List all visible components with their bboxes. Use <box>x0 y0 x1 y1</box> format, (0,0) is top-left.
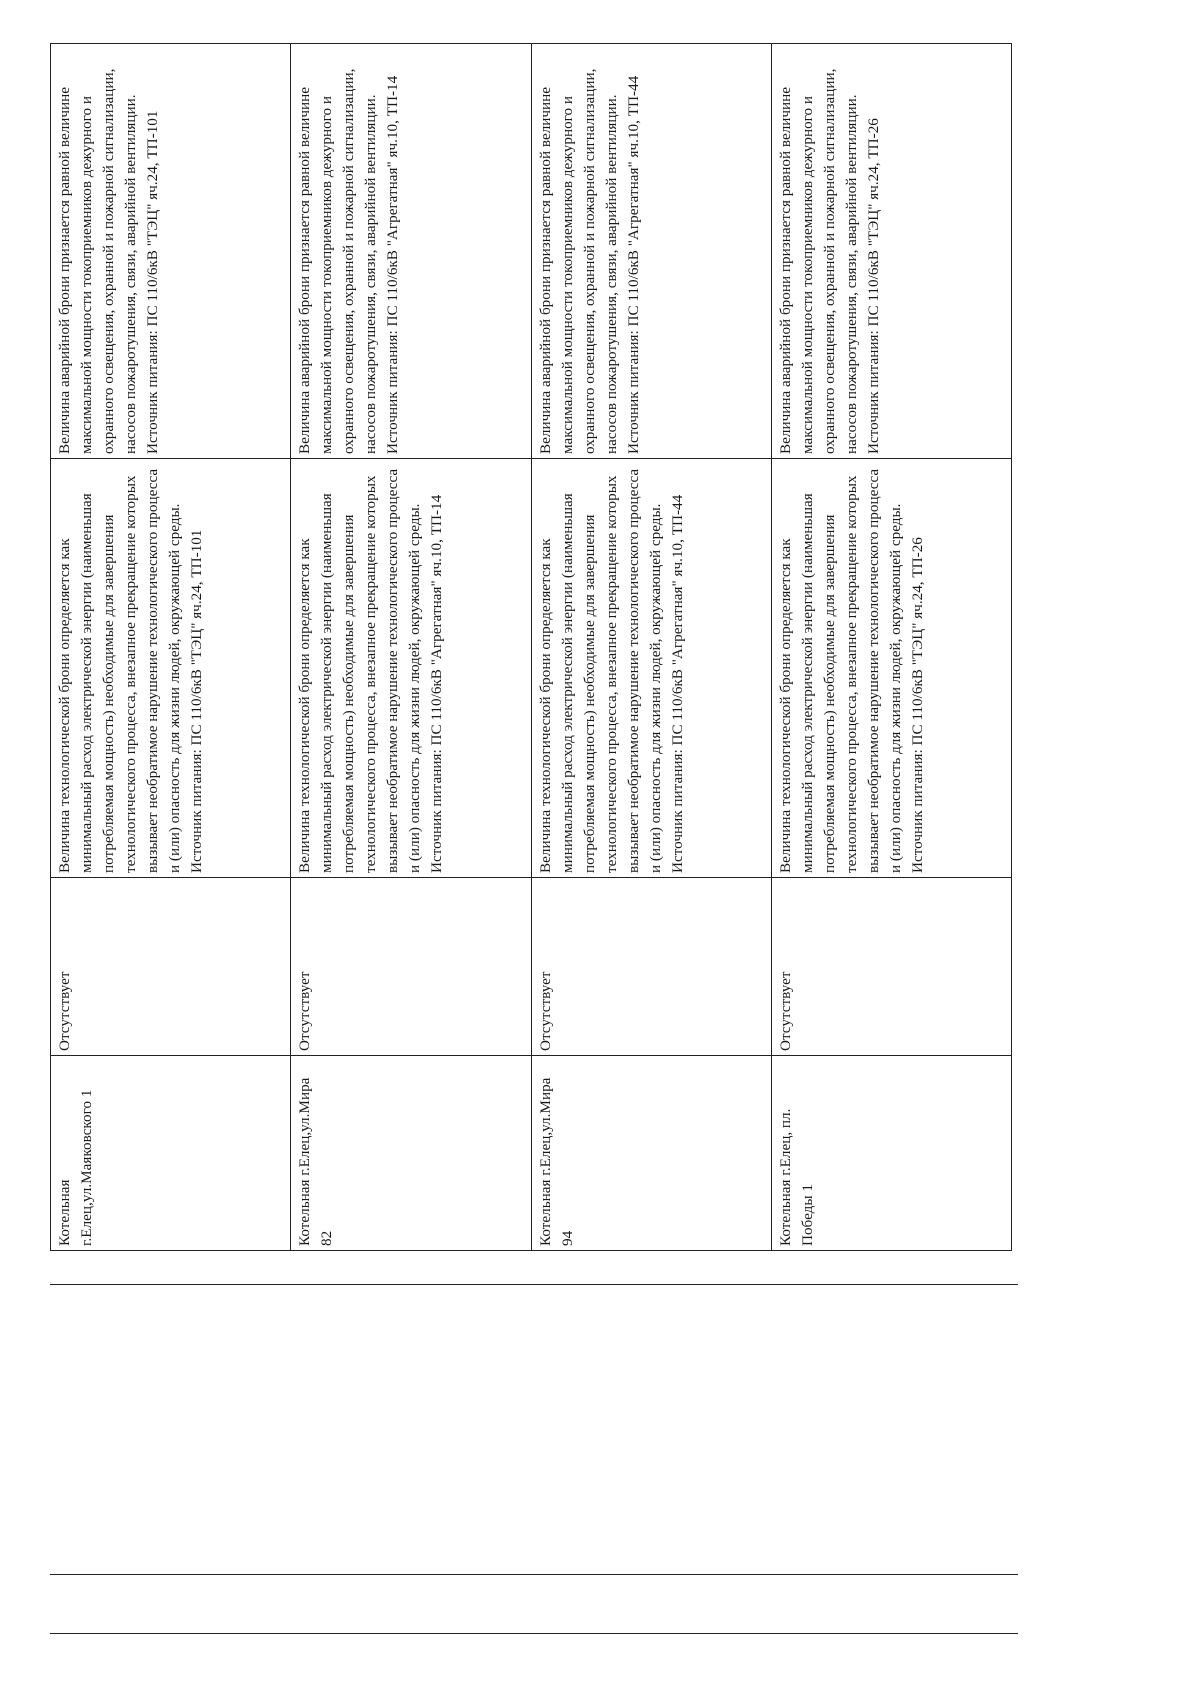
cell-tech-armor: Величина технологической брони определяется как минимальный расход электрической энергии (наименьшая потребляемая мощность) необходимые для завершения технологического процесса, внезапное прекращение которых вызывает необратимое нарушение технологического процесса и (или) опасность для жизни людей, окружающей среды. Источник питания: ПС 110/6кВ "ТЭЦ" яч.24, ТП-26 <box>771 459 1011 878</box>
cell-tech-armor: Величина технологической брони определяется как минимальный расход электрической энергии (наименьшая потребляемая мощность) необходимые для завершения технологического процесса, внезапное прекращение которых вызывает необратимое нарушение технологического процесса и (или) опасность для жизни людей, окружающей среды. Источник питания: ПС 110/6кВ "Агрегатная" яч.10, ТП-14 <box>291 459 531 878</box>
cell-tech-armor: Величина технологической брони определяется как минимальный расход электрической энергии (наименьшая потребляемая мощность) необходимые для завершения технологического процесса, внезапное прекращение которых вызывает необратимое нарушение технологического процесса и (или) опасность для жизни людей, окружающей среды. Источник питания: ПС 110/6кВ "Агрегатная" яч.10, ТП-44 <box>531 459 771 878</box>
cell-tech-type: Отсутствует <box>531 878 771 1056</box>
armor-table <box>50 43 1012 1251</box>
cell-emergency-armor: Величина аварийной брони признается равной величине максимальной мощности токоприемников дежурного и охранного освещения, охранной и пожарной сигнализации, насосов пожаротушения, связи, аварийной вентиляции. Источник питания: ПС 110/6кВ "Агрегатная" яч.10, ТП-44 <box>531 44 771 459</box>
table-row <box>531 44 771 1251</box>
cell-facility-name: Котельная г.Елец,ул.Мира 94 <box>531 1056 771 1251</box>
cell-emergency-armor: Величина аварийной брони признается равной величине максимальной мощности токоприемников дежурного и охранного освещения, охранной и пожарной сигнализации, насосов пожаротушения, связи, аварийной вентиляции. Источник питания: ПС 110/6кВ "ТЭЦ" яч.24, ТП-26 <box>771 44 1011 459</box>
cell-facility-name: Котельная г.Елец,ул.Маяковского 1 <box>51 1056 291 1251</box>
table-row <box>771 44 1011 1251</box>
table-row <box>291 44 531 1251</box>
signature-line <box>50 1284 1018 1285</box>
table-container <box>50 44 1200 1246</box>
cell-facility-name: Котельная г.Елец,ул.Мира 82 <box>291 1056 531 1251</box>
table-row <box>51 44 291 1251</box>
signature-line <box>50 1574 1018 1575</box>
cell-tech-type: Отсутствует <box>771 878 1011 1056</box>
cell-emergency-armor: Величина аварийной брони признается равной величине максимальной мощности токоприемников дежурного и охранного освещения, охранной и пожарной сигнализации, насосов пожаротушения, связи, аварийной вентиляции. Источник питания: ПС 110/6кВ "ТЭЦ" яч.24, ТП-101 <box>51 44 291 459</box>
rotated-table-frame <box>50 44 1012 1251</box>
cell-emergency-armor: Величина аварийной брони признается равной величине максимальной мощности токоприемников дежурного и охранного освещения, охранной и пожарной сигнализации, насосов пожаротушения, связи, аварийной вентиляции. Источник питания: ПС 110/6кВ "Агрегатная" яч.10, ТП-14 <box>291 44 531 459</box>
signature-line <box>50 1633 1018 1634</box>
cell-tech-armor: Величина технологической брони определяется как минимальный расход электрической энергии (наименьшая потребляемая мощность) необходимые для завершения технологического процесса, внезапное прекращение которых вызывает необратимое нарушение технологического процесса и (или) опасность для жизни людей, окружающей среды. Источник питания: ПС 110/6кВ "ТЭЦ" яч.24, ТП-101 <box>51 459 291 878</box>
cell-tech-type: Отсутствует <box>51 878 291 1056</box>
cell-tech-type: Отсутствует <box>291 878 531 1056</box>
cell-facility-name: Котельная г.Елец, пл. Победы 1 <box>771 1056 1011 1251</box>
